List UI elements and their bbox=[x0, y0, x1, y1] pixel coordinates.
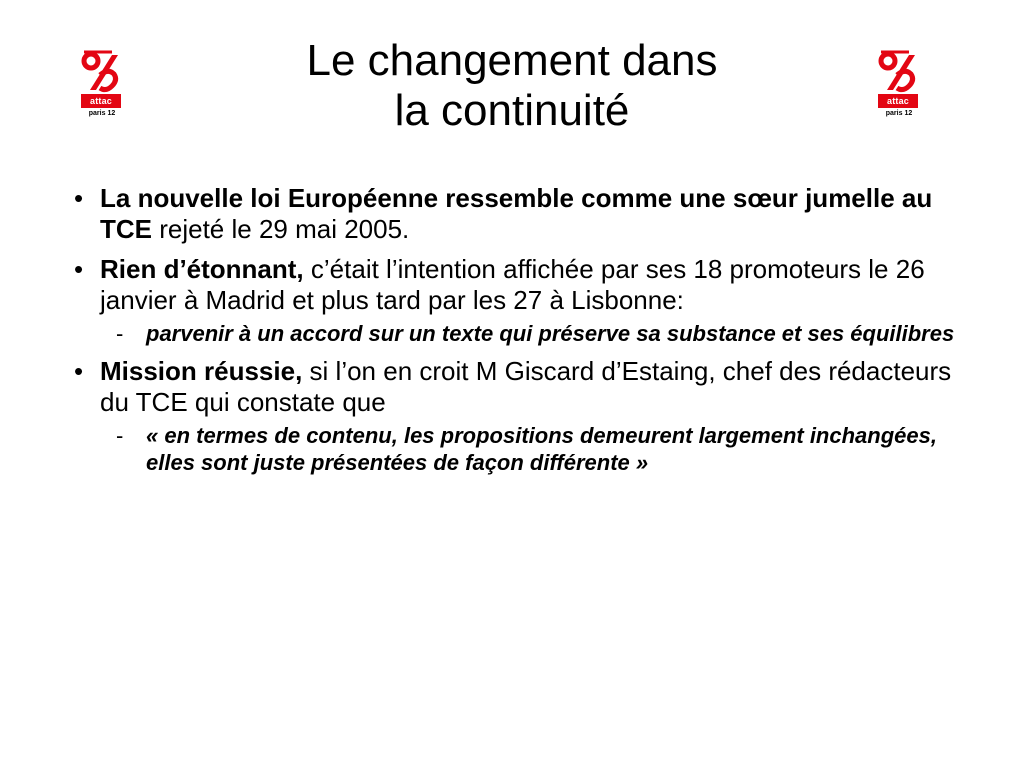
bullet-1-bold: La nouvelle loi Européenne ressemble comme une sœur jumelle au TCE bbox=[100, 183, 933, 244]
bullet-icon: • bbox=[74, 254, 84, 284]
logo-place: paris 12 bbox=[885, 110, 913, 117]
sub-list bbox=[100, 422, 970, 476]
bullet-item-3 bbox=[70, 356, 970, 476]
bullet-2-bold: Rien d’étonnant, bbox=[100, 254, 304, 284]
title-line-1: Le changement dans bbox=[306, 36, 718, 85]
slide-title bbox=[0, 36, 1024, 136]
sub-item-1 bbox=[100, 320, 970, 347]
dash-icon: - bbox=[116, 321, 124, 346]
sub-2-text: « en termes de contenu, les propositions demeurent largement inchangées, elles sont juste présentées de façon différente » bbox=[146, 423, 937, 475]
sub-item-2 bbox=[100, 422, 970, 476]
bullet-2-text: c’était l’intention affichée par ses 18 promoteurs le 26 janvier à Madrid et plus tard par les 27 à Lisbonne: bbox=[100, 254, 925, 315]
bullet-icon: • bbox=[74, 183, 84, 213]
bullet-list bbox=[70, 183, 970, 476]
bullet-3-bold: Mission réussie, bbox=[100, 356, 303, 386]
bullet-item-1 bbox=[70, 183, 970, 245]
sub-list bbox=[100, 320, 970, 347]
logo-place: paris 12 bbox=[88, 110, 116, 117]
logo-wordmark: attac bbox=[81, 94, 121, 108]
sub-1-text: parvenir à un accord sur un texte qui préserve sa substance et ses équilibres bbox=[146, 321, 955, 346]
bullet-1-text: rejeté le 29 mai 2005. bbox=[152, 214, 410, 244]
title-line-2: la continuité bbox=[394, 86, 630, 135]
dash-icon: - bbox=[116, 423, 124, 448]
bullet-3-text: si l’on en croit M Giscard d’Estaing, chef des rédacteurs du TCE qui constate que bbox=[100, 356, 952, 417]
bullet-item-2 bbox=[70, 254, 970, 347]
slide-content bbox=[70, 183, 970, 485]
logo-wordmark: attac bbox=[878, 94, 918, 108]
bullet-icon: • bbox=[74, 356, 84, 386]
